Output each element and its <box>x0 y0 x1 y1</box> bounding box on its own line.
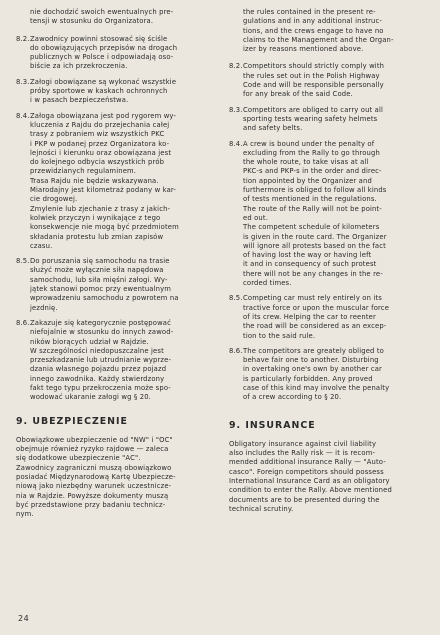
english-column <box>229 8 427 514</box>
clause-number: 8.2. <box>16 34 30 43</box>
clause-text: The competitors are greately obliged to behave fair one to another. Disturbing in overtaking one's own by another car is particularly forbidden. Any proved case of this kind may involve the penalty of a crew according to § 20. <box>243 346 390 402</box>
clause-text: Do poruszania się samochodu na trasie służyć może wyłącznie siła napędowa samochodu, lub siła mięśni załogi. Wy- jątek stanowi pomoc przy ewentualnym wprowadzeniu samochodu z powrotem na jezdnię. <box>30 257 179 312</box>
clause-8-3-en <box>229 106 427 134</box>
clause-8-6-en <box>229 347 427 403</box>
clause-number: 8.4. <box>16 111 30 120</box>
polish-column <box>16 8 214 520</box>
clause-8-4-pl <box>16 112 214 251</box>
clause-number: 8.5. <box>16 257 30 266</box>
section-text-en: Obligatory insurance against civil liability also includes the Rally risk — it is recom- mended additional insurance Rally — "Auto- casco". Foreign competitors should possess International Insurance Card as an obligatory condition to enter the Rally. Above mentioned documents are to be presented during the technical scrutiny. <box>229 439 392 513</box>
clause-text: A crew is bound under the penalty of excluding from the Rally to go through the whole route, to take visas at all PKC-s and PKP-s in the order and direc- tion appointed by the Organizer and furthermore is obliged to follow all kinds of tests mentioned in the regulations. The route of the Rally will not be point- ed out. The competent schedule of kilometers is given in the route card. The Organizer will ignore all protests based on the fact of having lost the way or having left it and in consequency of such protest there will not be any changes in the re- corded times. <box>243 139 387 288</box>
clause-text: Competing car must rely entirely on its tractive force or upon the muscular force of its crew. Helping the car to reenter the road will be considered as an excep- tion to the said rule. <box>243 294 390 340</box>
clause-text: Załoga obowiązana jest pod rygorem wy- kluczenia z Rajdu do przejechania całej trasy z pobraniem wiz wszystkich PKC i PKP w podanej przez Organizatora ko- lejności i kierunku oraz obowiązana jest do kolejnego odbycia wszystkich prób przewidzianych regulaminem. Trasa Rajdu nie będzie wskazywana. Miarodajny jest kilometraż podany w kar- cie drogowej. Zmylenie lub zjechanie z trasy z jakich- kolwiek przyczyn i wynikające z tego konsekwencje nie mogą być przedmiotem składania protestu lub zmian zapisów czasu. <box>30 111 179 250</box>
clause-text: Załogi obowiązane są wykonać wszystkie próby sportowe w kaskach ochronnych i w pasach bezpieczeństwa. <box>30 77 177 105</box>
clause-text: Competitors are obliged to carry out all sporting tests wearing safety helmets and safety belts. <box>243 105 384 133</box>
clause-8-3-pl <box>16 78 214 106</box>
clause-number: 8.2. <box>229 62 243 71</box>
clause-text: Competitors should strictly comply with the rules set out in the Polish Highway Code and will be responsible personally for any break of the said Code. <box>243 62 385 99</box>
clause-number: 8.6. <box>16 318 30 327</box>
section-heading-pl: 9. UBEZPIECZENIE <box>16 415 128 427</box>
clause-text: Zakazuje się kategorycznie postępować niefojalnie w stosunku do innych zawod- ników biorących udział w Rajdzie. W szczególności niedopuszczalne jest przeszkadzanie lub utrudnianie wyprze- dzania własnego pojazdu przez pojazd innego zawodnika. Każdy stwierdzony fakt tego typu przekroczenia może spo- wodować ukaranie załogi wg § 20. <box>30 318 174 402</box>
clause-text: Zawodnicy powinni stosować się ściśle do obowiązujących przepisów na drogach publicznych w Polsce i odpowiadają oso- biście za ich przekroczenia. <box>30 34 178 71</box>
section-text-pl: Obowiązkowe ubezpieczenie od "NW" i "OC" obejmuje również ryzyko rajdowe — zaleca się dodatkowe ubezpieczenie "AC". Zawodnicy zagraniczni muszą obowiązkowo posiadać Międzynarodową Kartę Ubezpiecze- niową jako niezbędny warunek uczestnicze- nia w Rajdzie. Powyższe dokumenty muszą być przedstawione przy badaniu technicz- nym. <box>16 435 176 519</box>
continuation-text-en: the rules contained in the present re- gulations and in any additional instruc- tions, and the crews engage to have no claims to the Management and the Organ- izer by reasons mentioned above. <box>243 8 394 54</box>
clause-number: 8.4. <box>229 139 243 148</box>
clause-8-4-en <box>229 140 427 289</box>
clause-8-5-en <box>229 294 427 340</box>
clause-number: 8.3. <box>16 77 30 86</box>
continuation-text-pl: nie dochodzić swoich ewentualnych pre- tensji w stosunku do Organizatora. <box>30 8 174 26</box>
clause-number: 8.5. <box>229 294 243 303</box>
page-number: 24 <box>18 614 30 623</box>
clause-number: 8.3. <box>229 105 243 114</box>
clause-8-5-pl <box>16 257 214 313</box>
clause-8-6-pl <box>16 319 214 403</box>
clause-8-2-pl <box>16 35 214 72</box>
clause-number: 8.6. <box>229 346 243 355</box>
clause-8-2-en <box>229 62 427 99</box>
section-heading-en: 9. INSURANCE <box>229 419 316 431</box>
